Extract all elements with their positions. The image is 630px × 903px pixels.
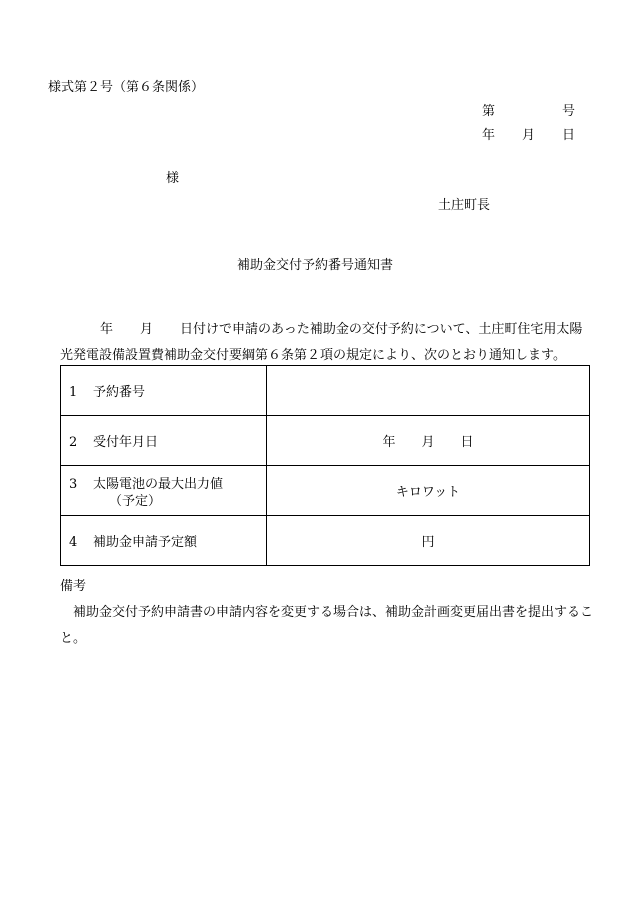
row-number: 1 (69, 385, 78, 400)
row-label: 補助金申請予定額 (93, 535, 198, 550)
document-title: 補助金交付予約番号通知書 (236, 258, 393, 273)
row-value-cell (267, 366, 590, 416)
table-row (61, 466, 590, 516)
remarks-text (60, 600, 605, 652)
body-line2: 光発電設備設置費補助金交付要綱第６条第２項の規定により、次のとおり通知します。 (60, 348, 566, 363)
issue-date-year: 年 (482, 128, 496, 143)
table-row (61, 416, 590, 466)
row-label-sub: （予定） (109, 493, 162, 509)
document-number-prefix: 第 (482, 104, 496, 119)
body-line1: 日付けで申請のあった補助金の交付予約について、土庄町住宅用太陽 (180, 322, 583, 337)
issuer-name: 土庄町長 (438, 198, 491, 213)
issue-date-day: 日 (562, 128, 576, 143)
row-label-cell (61, 366, 267, 416)
form-number: 様式第２号（第６条関係） (48, 80, 205, 95)
row-value-cell: 年 月 日 (267, 416, 590, 466)
row-label-cell (61, 416, 267, 466)
addressee-honorific: 様 (166, 171, 180, 186)
issue-date (0, 128, 630, 144)
row-label: 太陽電池の最大出力値 (93, 476, 224, 492)
issue-date-month: 月 (522, 128, 536, 143)
body-month: 月 (140, 322, 154, 337)
row-value-cell: キロワット (267, 466, 590, 516)
table-row (61, 516, 590, 566)
remarks-body: 補助金交付予約申請書の申請内容を変更する場合は、補助金計画変更届出書を提出すること。 (60, 605, 594, 646)
row-label: 受付年月日 (93, 435, 159, 450)
body-year: 年 (100, 322, 114, 337)
row-number: 3 (69, 476, 78, 492)
table-row (61, 366, 590, 416)
row-label-cell (61, 466, 267, 516)
row-value-cell: 円 (267, 516, 590, 566)
row-number: 4 (69, 535, 78, 550)
info-table (60, 365, 590, 566)
row-label: 予約番号 (93, 385, 146, 400)
document-number-suffix: 号 (562, 104, 576, 119)
row-label-cell (61, 516, 267, 566)
body-paragraph (60, 317, 608, 369)
remarks-label: 備考 (60, 579, 87, 594)
row-number: 2 (69, 435, 78, 450)
